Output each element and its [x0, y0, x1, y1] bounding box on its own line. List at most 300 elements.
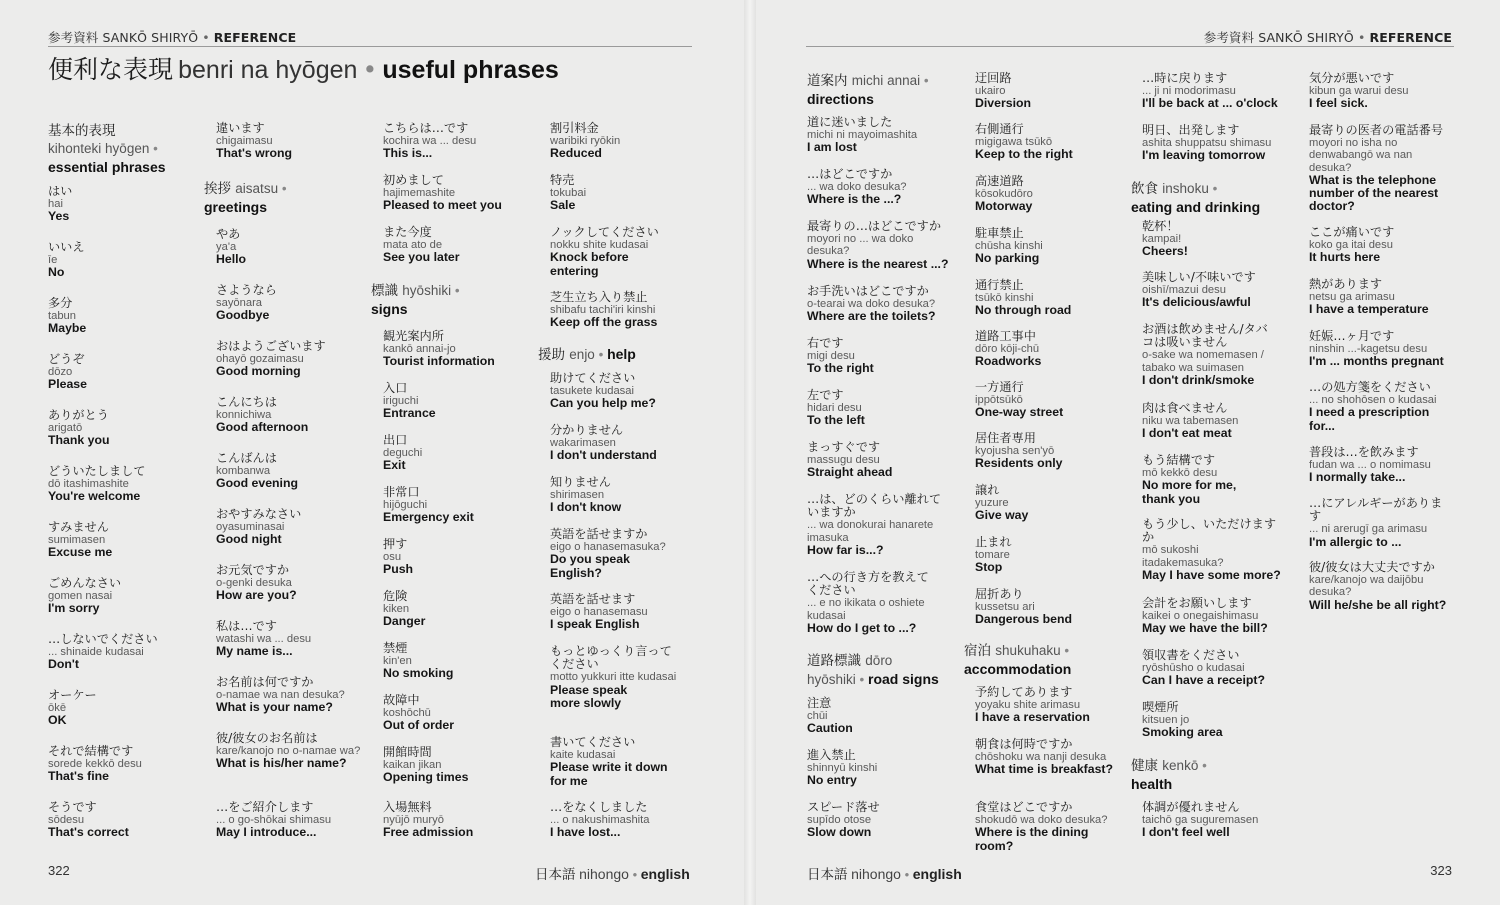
phrase-en: Diversion: [975, 96, 1032, 111]
left-page: [0, 0, 748, 905]
phrase-entry: [48, 465, 200, 504]
footer-en: english: [640, 866, 690, 882]
phrase-romaji: shinnyū kinshi: [807, 762, 878, 775]
heading-separator: •: [598, 347, 608, 362]
footer-jp: 日本語: [535, 867, 576, 883]
phrase-jp: はい: [48, 184, 73, 198]
heading-romaji: dōro: [865, 653, 893, 668]
phrase-entry: [216, 396, 368, 435]
phrase-romaji: chigaimasu: [216, 135, 273, 148]
footer-romaji: nihongo: [579, 866, 629, 882]
phrase-jp: いますか: [807, 505, 856, 520]
phrase-romaji: oyasuminasai: [216, 521, 285, 534]
phrase-romaji: hidari desu: [807, 402, 862, 415]
phrase-en: Out of order: [383, 718, 455, 733]
phrase-en: Cheers!: [1142, 244, 1188, 259]
heading-jp: 宿泊: [964, 643, 996, 659]
phrase-en: How do I get to ...?: [807, 620, 917, 635]
phrase-entry: [216, 228, 368, 267]
phrase-jp: もう少し、いただけます: [1142, 517, 1277, 531]
phrase-entry: [383, 538, 535, 577]
section-heading: [1131, 757, 1283, 794]
phrase-romaji: gomen nasai: [48, 590, 113, 603]
phrase-romaji: mata ato de: [383, 239, 443, 252]
section-heading-line: [807, 90, 959, 109]
phrase-en: To the left: [807, 413, 865, 428]
section-heading: [48, 122, 200, 177]
phrase-romaji: kiken: [383, 603, 410, 616]
phrase-romaji: ippōtsūkō: [975, 394, 1023, 407]
title-romaji: benri na hyōgen: [178, 56, 358, 84]
phrase-jp: …をご紹介します: [216, 800, 314, 814]
phrase-en: May I have some more?: [1142, 567, 1281, 582]
phrase-romaji: tsūkō kinshi: [975, 292, 1034, 305]
phrase-en: May we have the bill?: [1142, 621, 1268, 636]
section-heading: [204, 180, 356, 217]
phrase-romaji: migi desu: [807, 350, 855, 363]
phrase-entry: [807, 697, 959, 736]
phrase-entry: [975, 72, 1127, 111]
phrase-en: I have a temperature: [1309, 302, 1429, 317]
phrase-jp: 観光案内所: [383, 329, 444, 343]
phrase-en: I'm allergic to ...: [1309, 534, 1402, 549]
phrase-jp: お元気ですか: [216, 563, 290, 577]
phrase-romaji: ukairo: [975, 85, 1006, 98]
section-heading-line: [964, 660, 1116, 679]
heading-separator: •: [923, 73, 929, 88]
title-en: useful phrases: [382, 56, 559, 84]
phrase-en: One-way street: [975, 405, 1064, 420]
phrase-en: Opening times: [383, 770, 469, 785]
phrase-jp: 割引料金: [550, 121, 599, 135]
phrase-romaji: kyojusha sen'yō: [975, 445, 1055, 458]
phrase-en: May I introduce...: [216, 825, 317, 840]
phrase-en: I'm leaving tomorrow: [1142, 148, 1266, 163]
phrase-entry: [216, 676, 368, 715]
phrase-entry: [550, 476, 702, 515]
phrase-en: Maybe: [48, 321, 87, 336]
phrase-jp: やあ: [216, 227, 241, 241]
section-heading: [807, 72, 959, 109]
heading-jp: 基本的表現: [48, 123, 116, 139]
phrase-romaji: sorede kekkō desu: [48, 758, 142, 771]
phrase-entry: [1309, 278, 1461, 317]
phrase-romaji: denwabangō wa nan: [1309, 149, 1413, 162]
phrase-en: Reduced: [550, 146, 602, 161]
phrase-en: Please write it down: [550, 760, 668, 775]
phrase-jp: 出口: [383, 433, 408, 447]
phrase-entry: [216, 620, 368, 659]
phrase-entry: [975, 432, 1127, 471]
phrase-jp: スピード落せ: [807, 800, 880, 814]
phrase-jp: 最寄りの医者の電話番号: [1309, 123, 1444, 137]
phrase-jp: 会計をお願いします: [1142, 596, 1252, 610]
phrase-jp: 予約してあります: [975, 685, 1073, 699]
phrase-en: Do you speak: [550, 552, 630, 567]
phrase-jp: 屈折あり: [975, 587, 1024, 601]
phrase-jp: どういたしまして: [48, 464, 146, 478]
phrase-en: I have a reservation: [975, 710, 1090, 725]
phrase-romaji: ... e no ikikata o oshiete: [807, 597, 925, 610]
phrase-jp: ごめんなさい: [48, 576, 122, 590]
phrase-en: Keep to the right: [975, 147, 1073, 162]
phrase-jp: 違います: [216, 121, 265, 135]
phrase-jp: 助けてください: [550, 371, 636, 385]
section-heading-line: [204, 180, 356, 198]
phrase-entry: [975, 227, 1127, 266]
phrase-en: Please speak: [550, 682, 628, 697]
phrase-romaji: konnichiwa: [216, 409, 272, 422]
phrase-jp: 肉は食べません: [1142, 401, 1228, 415]
phrase-en: How are you?: [216, 588, 297, 603]
phrase-entry: [975, 801, 1127, 853]
phrase-jp: どうぞ: [48, 352, 85, 366]
phrase-jp: 芝生立ち入り禁止: [550, 290, 648, 304]
section-heading-line: [1131, 757, 1283, 775]
phrase-en: Free admission: [383, 825, 474, 840]
phrase-romaji: yoyaku shite arimasu: [975, 699, 1081, 712]
page-title: [48, 50, 559, 86]
phrase-en: Hello: [216, 252, 247, 267]
phrase-romaji: itadakemasuka?: [1142, 556, 1224, 569]
phrase-entry: [383, 226, 535, 265]
phrase-en: Smoking area: [1142, 725, 1223, 740]
phrase-en: Danger: [383, 614, 426, 629]
phrase-jp: …しないでください: [48, 632, 158, 646]
phrase-romaji: kibun ga warui desu: [1309, 85, 1409, 98]
phrase-jp: 初めまして: [383, 173, 444, 187]
heading-separator: •: [1212, 181, 1218, 196]
heading-en: greetings: [204, 199, 268, 215]
phrase-romaji: ... wa donokurai hanarete: [807, 519, 934, 532]
phrase-entry: [48, 353, 200, 392]
heading-separator: •: [281, 181, 287, 196]
phrase-en: What is your name?: [216, 700, 333, 715]
phrase-entry: [1142, 801, 1294, 840]
phrase-romaji: kaikan jikan: [383, 759, 442, 772]
section-heading-line: [538, 345, 690, 364]
heading-jp: 標識: [371, 283, 403, 299]
phrase-en: I speak English: [550, 617, 640, 632]
phrase-romaji: ashita shuppatsu shimasu: [1142, 137, 1272, 150]
phrase-romaji: nyūjō muryō: [383, 814, 444, 827]
phrase-romaji: o-namae wa nan desuka?: [216, 689, 345, 702]
phrase-entry: [216, 508, 368, 547]
phrase-en: It hurts here: [1309, 250, 1381, 265]
phrase-en: That's wrong: [216, 146, 293, 161]
heading-romaji: shukuhaku: [995, 643, 1065, 658]
phrase-en: Residents only: [975, 456, 1063, 471]
phrase-romaji: ... no shohōsen o kudasai: [1309, 394, 1437, 407]
header-separator: •: [1357, 30, 1366, 45]
phrase-entry: [975, 279, 1127, 318]
phrase-entry: [383, 694, 535, 733]
phrase-entry: [1142, 649, 1294, 688]
phrase-entry: [1142, 518, 1294, 582]
phrase-romaji: moyori no ... wa doko: [807, 233, 914, 246]
phrase-jp: こちらは…です: [383, 121, 469, 135]
phrase-romaji: ... ji ni modorimasu: [1142, 85, 1236, 98]
heading-en: signs: [371, 301, 408, 317]
section-heading-line: [48, 158, 200, 177]
phrase-jp: 彼/彼女は大丈夫ですか: [1309, 560, 1435, 574]
phrase-entry: [1142, 220, 1294, 259]
phrase-entry: [216, 122, 368, 161]
heading-romaji: aisatsu: [235, 181, 282, 196]
section-heading: [1131, 180, 1283, 217]
phrase-jp: お手洗いはどこですか: [807, 284, 929, 298]
phrase-entry: [975, 330, 1127, 369]
phrase-jp: …は、どのくらい離れて: [807, 492, 942, 506]
phrase-romaji: dō itashimashite: [48, 478, 129, 491]
phrase-romaji: motto yukkuri itte kudasai: [550, 671, 677, 684]
phrase-jp: 彼/彼女のお名前は: [216, 731, 318, 745]
phrase-en: Tourist information: [383, 354, 495, 369]
phrase-romaji: ōkē: [48, 702, 67, 715]
footer-legend: [535, 863, 690, 883]
phrase-romaji: wakarimasen: [550, 437, 616, 450]
phrase-en: for...: [1309, 418, 1335, 433]
heading-separator: •: [153, 141, 158, 156]
phrase-entry: [383, 801, 535, 840]
header-jp: 参考資料: [48, 30, 99, 45]
phrase-romaji: tasukete kudasai: [550, 385, 634, 398]
phrase-en: Straight ahead: [807, 465, 893, 480]
phrase-en: I'm ... months pregnant: [1309, 354, 1444, 369]
phrase-jp: 入場無料: [383, 800, 432, 814]
phrase-jp: 喫煙所: [1142, 700, 1179, 714]
phrase-en: I don't drink/smoke: [1142, 372, 1255, 387]
phrase-romaji: niku wa tabemasen: [1142, 415, 1239, 428]
heading-romaji: hyōgen: [105, 141, 154, 156]
phrase-romaji: nokku shite kudasai: [550, 239, 649, 252]
phrase-jp: さようなら: [216, 283, 277, 297]
phrase-romaji: tabun: [48, 310, 76, 323]
phrase-entry: [383, 174, 535, 213]
phrase-jp: 多分: [48, 296, 73, 310]
phrase-entry: [1142, 597, 1294, 636]
phrase-romaji: tomare: [975, 549, 1010, 562]
phrase-en: I need a prescription: [1309, 405, 1430, 420]
phrase-entry: [807, 337, 959, 376]
phrase-en: Give way: [975, 508, 1029, 523]
heading-jp: 飲食: [1131, 181, 1163, 197]
phrase-romaji: hai: [48, 198, 63, 211]
phrase-entry: [48, 185, 200, 224]
phrase-romaji: ninshin ...-kagetsu desu: [1309, 343, 1428, 356]
phrase-en: No: [48, 265, 65, 280]
phrase-jp: 体調が優れません: [1142, 800, 1240, 814]
phrase-jp: 右側通行: [975, 122, 1024, 136]
phrase-romaji: kudasai: [807, 609, 846, 622]
phrase-en: I don't know: [550, 500, 622, 515]
phrase-jp: もっとゆっくり言って: [550, 644, 672, 658]
phrase-romaji: michi ni mayoimashita: [807, 129, 918, 142]
phrase-en: entering: [550, 263, 599, 278]
phrase-en: See you later: [383, 250, 460, 265]
phrase-entry: [383, 330, 535, 369]
phrase-romaji: eigo o hanasemasu: [550, 606, 648, 619]
phrase-jp: 普段は…を飲みます: [1309, 445, 1419, 459]
phrase-en: I have lost...: [550, 825, 621, 840]
heading-romaji: kenkō: [1162, 758, 1203, 773]
title-separator: •: [362, 55, 378, 84]
footer-romaji: nihongo: [851, 866, 901, 882]
heading-en: phrases: [111, 159, 166, 175]
phrase-romaji: dōro kōji-chū: [975, 343, 1040, 356]
phrase-entry: [1142, 271, 1294, 310]
phrase-entry: [216, 340, 368, 379]
phrase-en: Where is the nearest ...?: [807, 256, 949, 271]
phrase-entry: [807, 220, 959, 271]
right-page: [752, 0, 1500, 905]
phrase-entry: [1142, 124, 1294, 163]
phrase-jp: 開館時間: [383, 745, 432, 759]
phrase-en: number of the nearest: [1309, 186, 1439, 201]
phrase-romaji: sōdesu: [48, 814, 85, 827]
phrase-entry: [383, 642, 535, 681]
phrase-romaji: arigatō: [48, 422, 83, 435]
phrase-jp: 止まれ: [975, 535, 1012, 549]
heading-en: accommodation: [964, 661, 1072, 677]
phrase-entry: [807, 389, 959, 428]
phrase-entry: [1309, 72, 1461, 111]
phrase-romaji: iriguchi: [383, 395, 419, 408]
phrase-jp: 道に迷いました: [807, 115, 893, 129]
phrase-en: Knock before: [550, 250, 629, 265]
heading-en: directions: [807, 91, 874, 107]
footer-legend: [807, 863, 962, 883]
footer-jp: 日本語: [807, 867, 848, 883]
phrase-jp: 居住者専用: [975, 431, 1036, 445]
phrase-romaji: ohayō gozaimasu: [216, 353, 304, 366]
phrase-romaji: moyori no isha no: [1309, 137, 1398, 150]
phrase-en: To the right: [807, 361, 874, 376]
section-heading-line: [204, 198, 356, 217]
heading-en: road: [868, 671, 903, 687]
phrase-en: Can you help me?: [550, 396, 656, 411]
phrase-jp: 乾杯！: [1142, 219, 1179, 233]
heading-en: eating: [1131, 199, 1177, 215]
phrase-jp: それで結構です: [48, 744, 134, 758]
footer-separator: •: [632, 867, 638, 882]
phrase-jp: こんばんは: [216, 451, 277, 465]
phrase-en: Thank you: [48, 433, 110, 448]
phrase-entry: [550, 528, 702, 580]
phrase-entry: [1142, 323, 1294, 387]
header-en: REFERENCE: [213, 30, 297, 45]
phrase-en: OK: [48, 713, 67, 728]
phrase-en: I'm sorry: [48, 601, 100, 616]
phrase-romaji: ya'a: [216, 241, 237, 254]
phrase-jp: …にアレルギーがありま: [1309, 496, 1443, 510]
heading-romaji: annai: [887, 73, 924, 88]
phrase-entry: [807, 285, 959, 324]
phrase-romaji: mō kekkō desu: [1142, 467, 1218, 480]
phrase-en: Will he/she be all right?: [1309, 597, 1447, 612]
phrase-entry: [48, 633, 200, 672]
phrase-en: I don't feel well: [1142, 825, 1230, 840]
phrase-entry: [807, 571, 959, 635]
section-heading-line: [807, 670, 959, 689]
page-number: 323: [1430, 863, 1452, 878]
heading-en: signs: [902, 671, 939, 687]
phrase-entry: [1142, 701, 1294, 740]
heading-en: and: [1176, 199, 1205, 215]
phrase-jp: ありがとう: [48, 408, 109, 422]
phrase-jp: もう結構です: [1142, 453, 1216, 467]
phrase-romaji: tabako wa suimasen: [1142, 361, 1244, 374]
phrase-romaji: koshōchū: [383, 707, 431, 720]
phrase-jp: ノックしてください: [550, 225, 659, 239]
phrase-en: This is...: [383, 146, 433, 161]
phrase-romaji: kare/kanojo no o-namae wa?: [216, 745, 361, 758]
phrase-entry: [1142, 454, 1294, 506]
phrase-jp: ここが痛いです: [1309, 225, 1395, 239]
phrase-en: thank you: [1142, 491, 1201, 506]
section-heading-line: [371, 300, 523, 319]
phrase-en: Motorway: [975, 199, 1033, 214]
phrase-romaji: kampai!: [1142, 233, 1182, 246]
phrase-romaji: osu: [383, 551, 402, 564]
phrase-jp: 押す: [383, 537, 408, 551]
phrase-entry: [550, 174, 702, 213]
phrase-romaji: shibafu tachi'iri kinshi: [550, 304, 656, 317]
heading-separator: •: [454, 283, 460, 298]
phrase-entry: [216, 801, 368, 840]
section-heading: [964, 642, 1116, 679]
phrase-en: What time is breakfast?: [975, 762, 1114, 777]
heading-en: essential: [48, 159, 112, 175]
phrase-jp: 特売: [550, 173, 575, 187]
phrase-romaji: kōsokudōro: [975, 188, 1033, 201]
phrase-romaji: chūsha kinshi: [975, 240, 1043, 253]
phrase-romaji: deguchi: [383, 447, 423, 460]
phrase-jp: オーケー: [48, 688, 97, 702]
phrase-entry: [48, 745, 200, 784]
heading-separator: •: [1202, 758, 1207, 773]
phrase-romaji: imasuka: [807, 531, 849, 544]
header-romaji: SANKŌ SHIRYŌ: [1258, 30, 1354, 45]
phrase-en: for me: [550, 773, 588, 788]
phrase-en: Please: [48, 377, 87, 392]
phrase-en: My name is...: [216, 644, 293, 659]
phrase-romaji: ryōshūsho o kudasai: [1142, 662, 1245, 675]
phrase-entry: [975, 175, 1127, 214]
phrase-romaji: desuka?: [1309, 586, 1352, 599]
phrase-en: Push: [383, 562, 414, 577]
phrase-jp: 気分が悪いです: [1309, 71, 1395, 85]
phrase-en: What is the telephone: [1309, 172, 1437, 187]
phrase-romaji: watashi wa ... desu: [216, 633, 312, 646]
phrase-jp: ください: [807, 583, 856, 598]
phrase-entry: [1142, 402, 1294, 441]
phrase-en: I don't eat meat: [1142, 426, 1232, 441]
heading-romaji: kihonteki: [48, 141, 106, 156]
phrase-romaji: kussetsu ari: [975, 601, 1035, 614]
phrase-en: Can I have a receipt?: [1142, 673, 1266, 688]
heading-romaji: michi: [851, 73, 888, 88]
phrase-jp: 通行禁止: [975, 278, 1024, 292]
header-jp: 参考資料: [1203, 30, 1255, 45]
phrase-jp: また今度: [383, 225, 432, 239]
phrase-entry: [550, 736, 702, 788]
phrase-romaji: mō sukoshi: [1142, 544, 1199, 557]
phrase-entry: [1142, 72, 1294, 111]
phrase-en: Excuse me: [48, 545, 113, 560]
phrase-en: Good night: [216, 532, 282, 547]
phrase-jp: おはようございます: [216, 339, 326, 353]
